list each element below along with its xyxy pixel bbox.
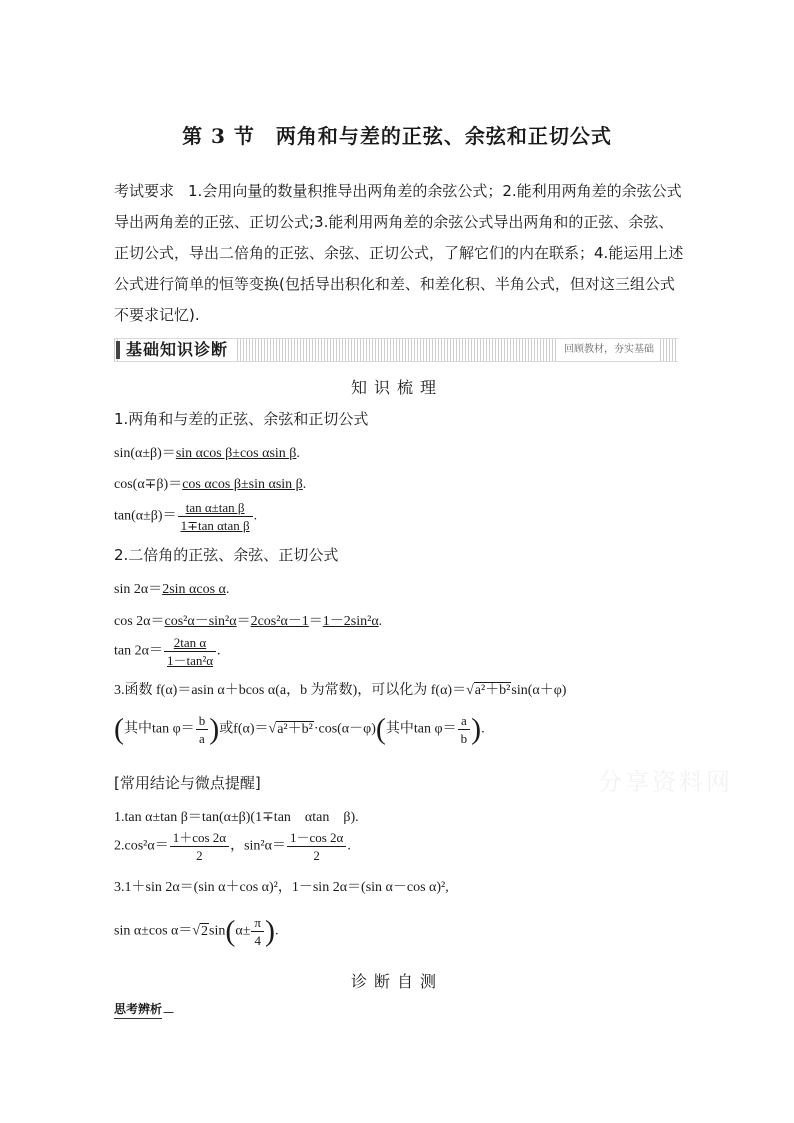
tip-1: 1.tan α±tan β＝tan(α±β)(1∓tan αtan β).: [114, 810, 359, 825]
tip-2: 2.cos²α＝ $\frac{1+\cos 2\alpha}{2}$ ，sin²α＝ $\frac{1-\cos 2\alpha}{2}$ .: [114, 830, 351, 863]
aux-text-b: sin(α＋φ): [511, 683, 567, 698]
requirements-text: 1.会用向量的数量积推导出两角差的余弦公式；2.能利用两角差的余弦公式导出两角差的正弦、正切公式;3.能利用两角差的余弦公式导出两角和的正弦、余弦、正切公式，导出二倍角的正弦、余弦、正切公式，了解它们的内在联系；4.能运用上述公式进行简单的恒等变换(包括导出积化和差、和差化积、半角公式，但对这三组公式不要求记忆).: [114, 182, 684, 324]
sin-sum-lhs: sin(α±β)＝: [114, 446, 176, 461]
aux-sqrt: a²＋b²: [474, 683, 511, 698]
tan-sum-denominator: 1∓tan αtan β: [180, 518, 250, 533]
aux-q2: 其中tan φ＝: [385, 721, 457, 737]
tip-4: sin α±cos α＝√2sin(α± $\frac{\pi}{4}$ ).: [114, 914, 279, 948]
aux-q2-den: b: [460, 731, 468, 746]
item1-title: 1.两角和与差的正弦、余弦和正切公式: [114, 410, 369, 428]
aux-q-mid: 或f(α)＝: [219, 721, 269, 737]
aux-q2-num: a: [458, 712, 471, 730]
sin-sum-formula: sin(α±β)＝sin αcos β±cos αsin β.: [114, 446, 300, 461]
aux-q1-den: a: [199, 731, 205, 746]
page-title: 第 3 节 两角和与差的正弦、余弦和正切公式: [182, 124, 612, 148]
requirements-label: 考试要求: [114, 182, 175, 200]
cos-double-r3: 1－2sin²α: [322, 614, 379, 629]
tip-4-c: α±: [235, 923, 251, 939]
aux-q2-fraction: [458, 712, 471, 747]
tan-sum-fraction: [178, 499, 253, 534]
sin-double-rhs: 2sin αcos α: [162, 582, 226, 597]
cos-double-formula: cos 2α＝cos²α－sin²α＝2cos²α－1＝1－2sin²α.: [114, 614, 383, 629]
tan-sum-formula: tan(α±β)＝ $\frac{\text{tan α±tan β}}{\text{1∓tan αtan β}}$ .: [114, 500, 258, 533]
aux-q-mid2: ·cos(α－φ): [313, 721, 376, 737]
tan-double-numerator: 2tan α: [164, 634, 216, 652]
watermark: 分享资料网: [598, 768, 733, 796]
diagnosis-heading: 诊断自测: [350, 972, 443, 991]
tan-double-denominator: 1－tan²α: [166, 653, 214, 668]
sin-sum-rhs: sin αcos β±cos αsin β: [175, 446, 297, 461]
section-banner: [114, 338, 678, 362]
cos-double-r1: cos²α－sin²α: [164, 614, 237, 629]
sin-double-lhs: sin 2α＝: [114, 582, 163, 597]
cos-double-lhs: cos 2α＝: [114, 614, 165, 629]
cos-double-r2: 2cos²α－1: [250, 614, 309, 629]
tip-2-a: 2.cos²α＝: [114, 838, 169, 854]
banner-subtitle: 回顾教材，夯实基础: [558, 339, 660, 361]
tip-2-num-1: 1＋cos 2α: [170, 829, 229, 847]
tip-2-fraction-1: [170, 829, 229, 864]
tip-4-b: sin: [209, 923, 226, 939]
knowledge-heading: 知识梳理: [350, 378, 443, 397]
tip-4-fraction: [251, 914, 264, 949]
auxiliary-angle-note: (其中tan φ＝ $\frac{b}{a}$ )或f(α)＝√a²＋b²·cos(α－φ)(其中tan φ＝ $\frac{a}{b}$ ).: [114, 712, 485, 746]
aux-text-a: 3.函数 f(α)＝asin α＋bcos α(a，b 为常数)，可以化为 f(α)＝: [114, 683, 467, 698]
think-label: 思考辨析: [114, 1000, 162, 1019]
tip-2-den-1: 2: [196, 848, 203, 863]
tip-4-sqrt: 2: [201, 923, 209, 939]
aux-sqrt-2: a²＋b²: [277, 721, 313, 737]
item2-title: 2.二倍角的正弦、余弦、正切公式: [114, 546, 339, 564]
tip-2-den-2: 2: [313, 848, 320, 863]
think-label-tick: [163, 1006, 179, 1013]
auxiliary-angle-formula: 3.函数 f(α)＝asin α＋bcos α(a，b 为常数)，可以化为 f(α)＝√a²＋b²sin(α＋φ): [114, 683, 567, 698]
cos-sum-rhs: cos αcos β±sin αsin β: [182, 477, 303, 492]
cos-sum-formula: cos(α∓β)＝cos αcos β±sin αsin β.: [114, 477, 307, 492]
tip-3: 3.1＋sin 2α＝(sin α＋cos α)²，1－sin 2α＝(sin α－cos α)²,: [114, 880, 449, 895]
tips-heading: [常用结论与微点提醒]: [114, 774, 261, 792]
tip-4-num: π: [251, 914, 264, 932]
tip-4-den: 4: [254, 933, 261, 948]
tan-double-fraction: [164, 634, 216, 669]
cos-sum-lhs: cos(α∓β)＝: [114, 477, 183, 492]
exam-requirements: [114, 176, 686, 331]
tan-double-lhs: tan 2α＝: [114, 643, 163, 659]
banner-title: 基础知识诊断: [120, 339, 236, 361]
tip-2-fraction-2: [287, 829, 346, 864]
sin-double-formula: sin 2α＝2sin αcos α.: [114, 582, 230, 597]
tan-double-formula: tan 2α＝ $\frac{\text{2tan α}}{\text{1－tan²α}}$ .: [114, 635, 221, 668]
tan-sum-numerator: tan α±tan β: [178, 499, 253, 517]
aux-q1: 其中tan φ＝: [124, 721, 195, 737]
tan-sum-lhs: tan(α±β)＝: [114, 508, 177, 524]
tip-2-num-2: 1－cos 2α: [287, 829, 346, 847]
aux-q1-fraction: [196, 712, 209, 747]
tip-2-b: ，sin²α＝: [230, 838, 286, 854]
tip-4-a: sin α±cos α＝: [114, 923, 193, 939]
aux-q1-num: b: [196, 712, 209, 730]
